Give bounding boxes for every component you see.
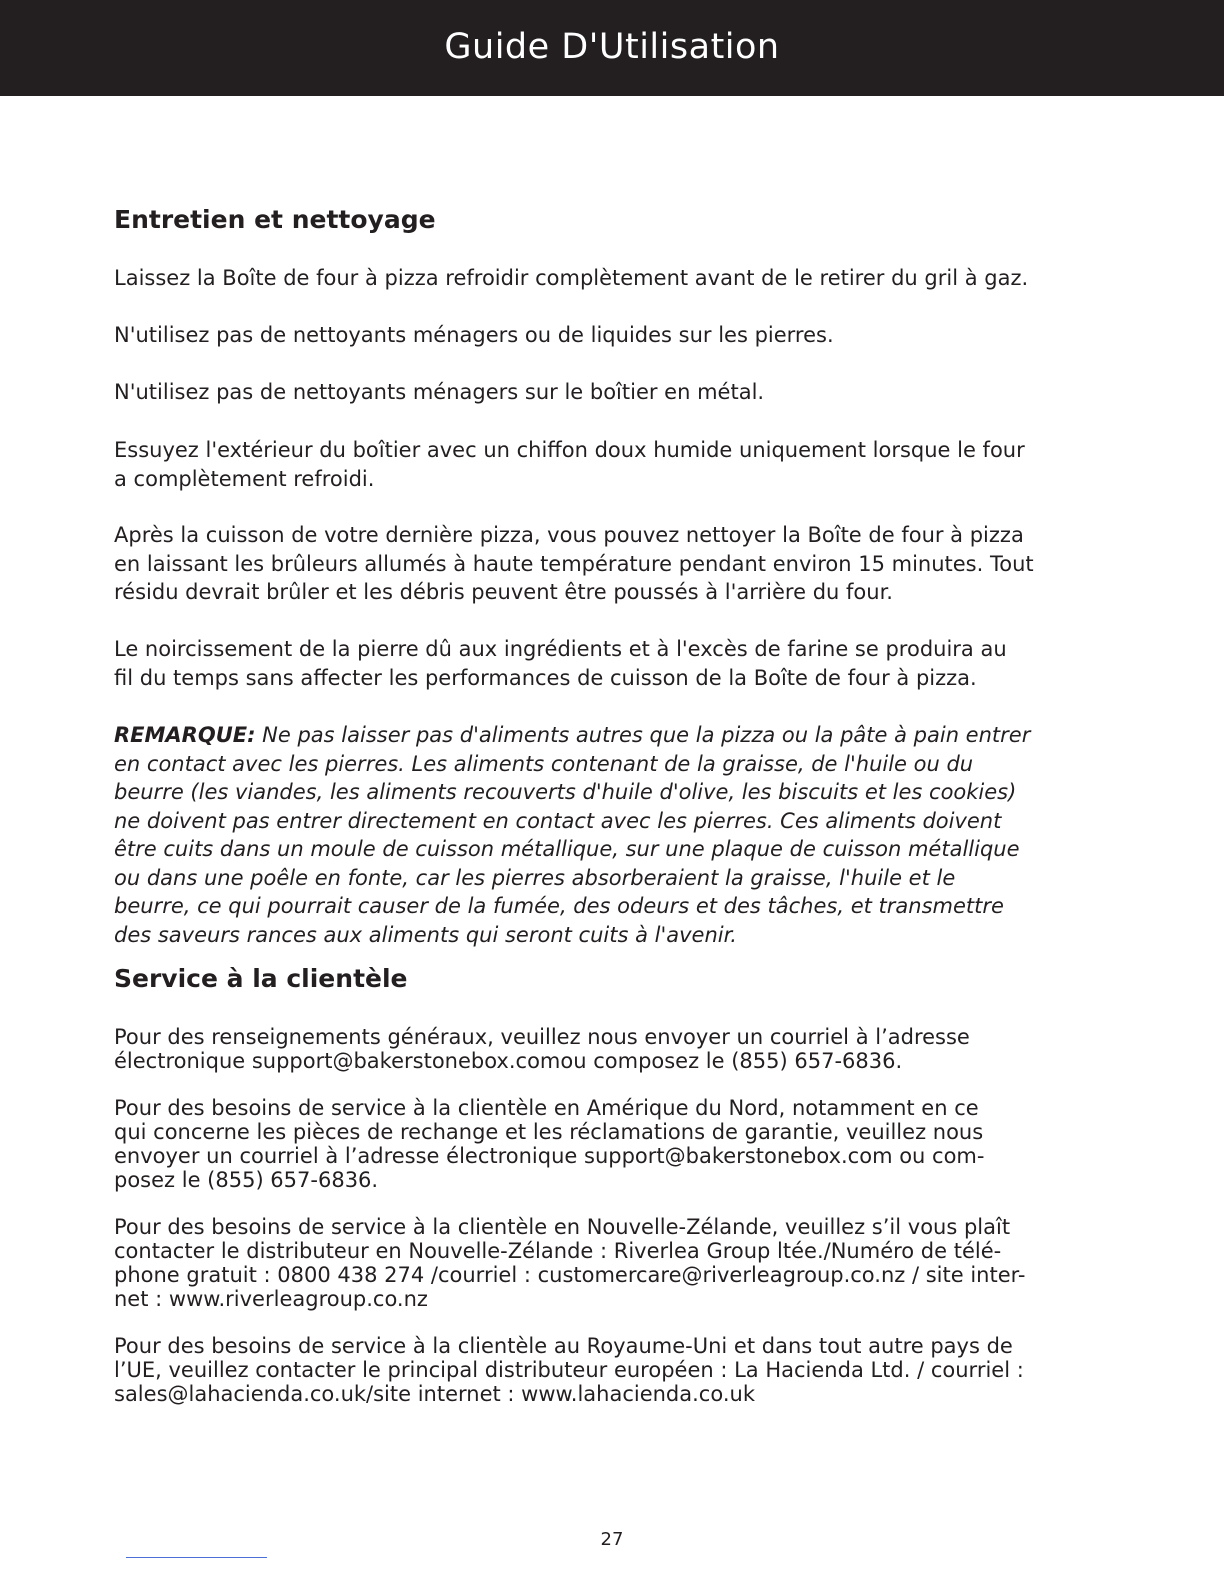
paragraph-exterior: Essuyez l'extérieur du boîtier avec un chiffon doux humide uniquement lorsque le four a complètement refroidi. <box>114 438 1025 491</box>
paragraph-cooldown: Laissez la Boîte de four à pizza refroidir complètement avant de le retirer du gril à gaz. <box>114 266 1029 290</box>
paragraph-uk-eu: Pour des besoins de service à la clientèle au Royaume-Uni et dans tout autre pays de l’UE, veuillez contacter le principal distributeur européen : La Hacienda Ltd. / courriel : sales@lahacienda.co.uk/site internet : www.lahacienda.co.uk <box>114 1334 1024 1406</box>
paragraph-burn-off: Après la cuisson de votre dernière pizza, vous pouvez nettoyer la Boîte de four à pizza en laissant les brûleurs allumés à haute température pendant environ 15 minutes. Tout résidu devrait brûler et les débris peuvent être poussés à l'arrière du four. <box>114 523 1034 604</box>
paragraph-stones: N'utilisez pas de nettoyants ménagers ou de liquides sur les pierres. <box>114 323 834 347</box>
footer-rule <box>126 1557 267 1558</box>
paragraph-north-america: Pour des besoins de service à la clientèle en Amérique du Nord, notamment en ce qui concerne les pièces de rechange et les réclamations de garantie, veuillez nous envoyer un courriel à l’adresse électronique support@bakerstonebox.com ou com- posez le (855) 657-6836. <box>114 1096 985 1192</box>
page-number: 27 <box>600 1529 624 1550</box>
note-label: REMARQUE: <box>114 723 256 747</box>
paragraph-metal-case: N'utilisez pas de nettoyants ménagers sur le boîtier en métal. <box>114 380 765 404</box>
heading-maintenance: Entretien et nettoyage <box>114 205 436 234</box>
note-paragraph: REMARQUE: Ne pas laisser pas d'aliments autres que la pizza ou la pâte à pain entrer en contact avec les pierres. Les aliments contenant de la graisse, de l'huile ou du beurre (les viandes, les aliments recouverts d'huile d'olive, les biscuits et les cookies) ne doivent pas entrer directement en contact avec les pierres. Ces aliments doivent être cuits dans un moule de cuisson métallique, sur une plaque de cuisson métallique ou dans une poêle en fonte, car les pierres absorberaient la graisse, l'huile et le beurre, ce qui pourrait causer de la fumée, des odeurs et des tâches, et transmettre des saveurs rances aux aliments qui seront cuits à l'avenir. <box>114 723 1031 947</box>
page-title: Guide D'Utilisation <box>444 27 780 67</box>
paragraph-discoloration: Le noircissement de la pierre dû aux ingrédients et à l'excès de farine se produira au fil du temps sans affecter les performances de cuisson de la Boîte de four à pizza. <box>114 637 1007 690</box>
paragraph-general-info: Pour des renseignements généraux, veuillez nous envoyer un courriel à l’adresse électronique support@bakerstonebox.comou composez le (855) 657-6836. <box>114 1025 970 1073</box>
paragraph-new-zealand: Pour des besoins de service à la clientèle en Nouvelle-Zélande, veuillez s’il vous plaît contacter le distributeur en Nouvelle-Zélande : Riverlea Group ltée./Numéro de télé- phone gratuit : 0800 438 274 /courriel : customercare@riverleagroup.co.nz / site inter- net : www.riverleagroup.co.nz <box>114 1215 1026 1311</box>
heading-customer-service: Service à la clientèle <box>114 964 408 993</box>
